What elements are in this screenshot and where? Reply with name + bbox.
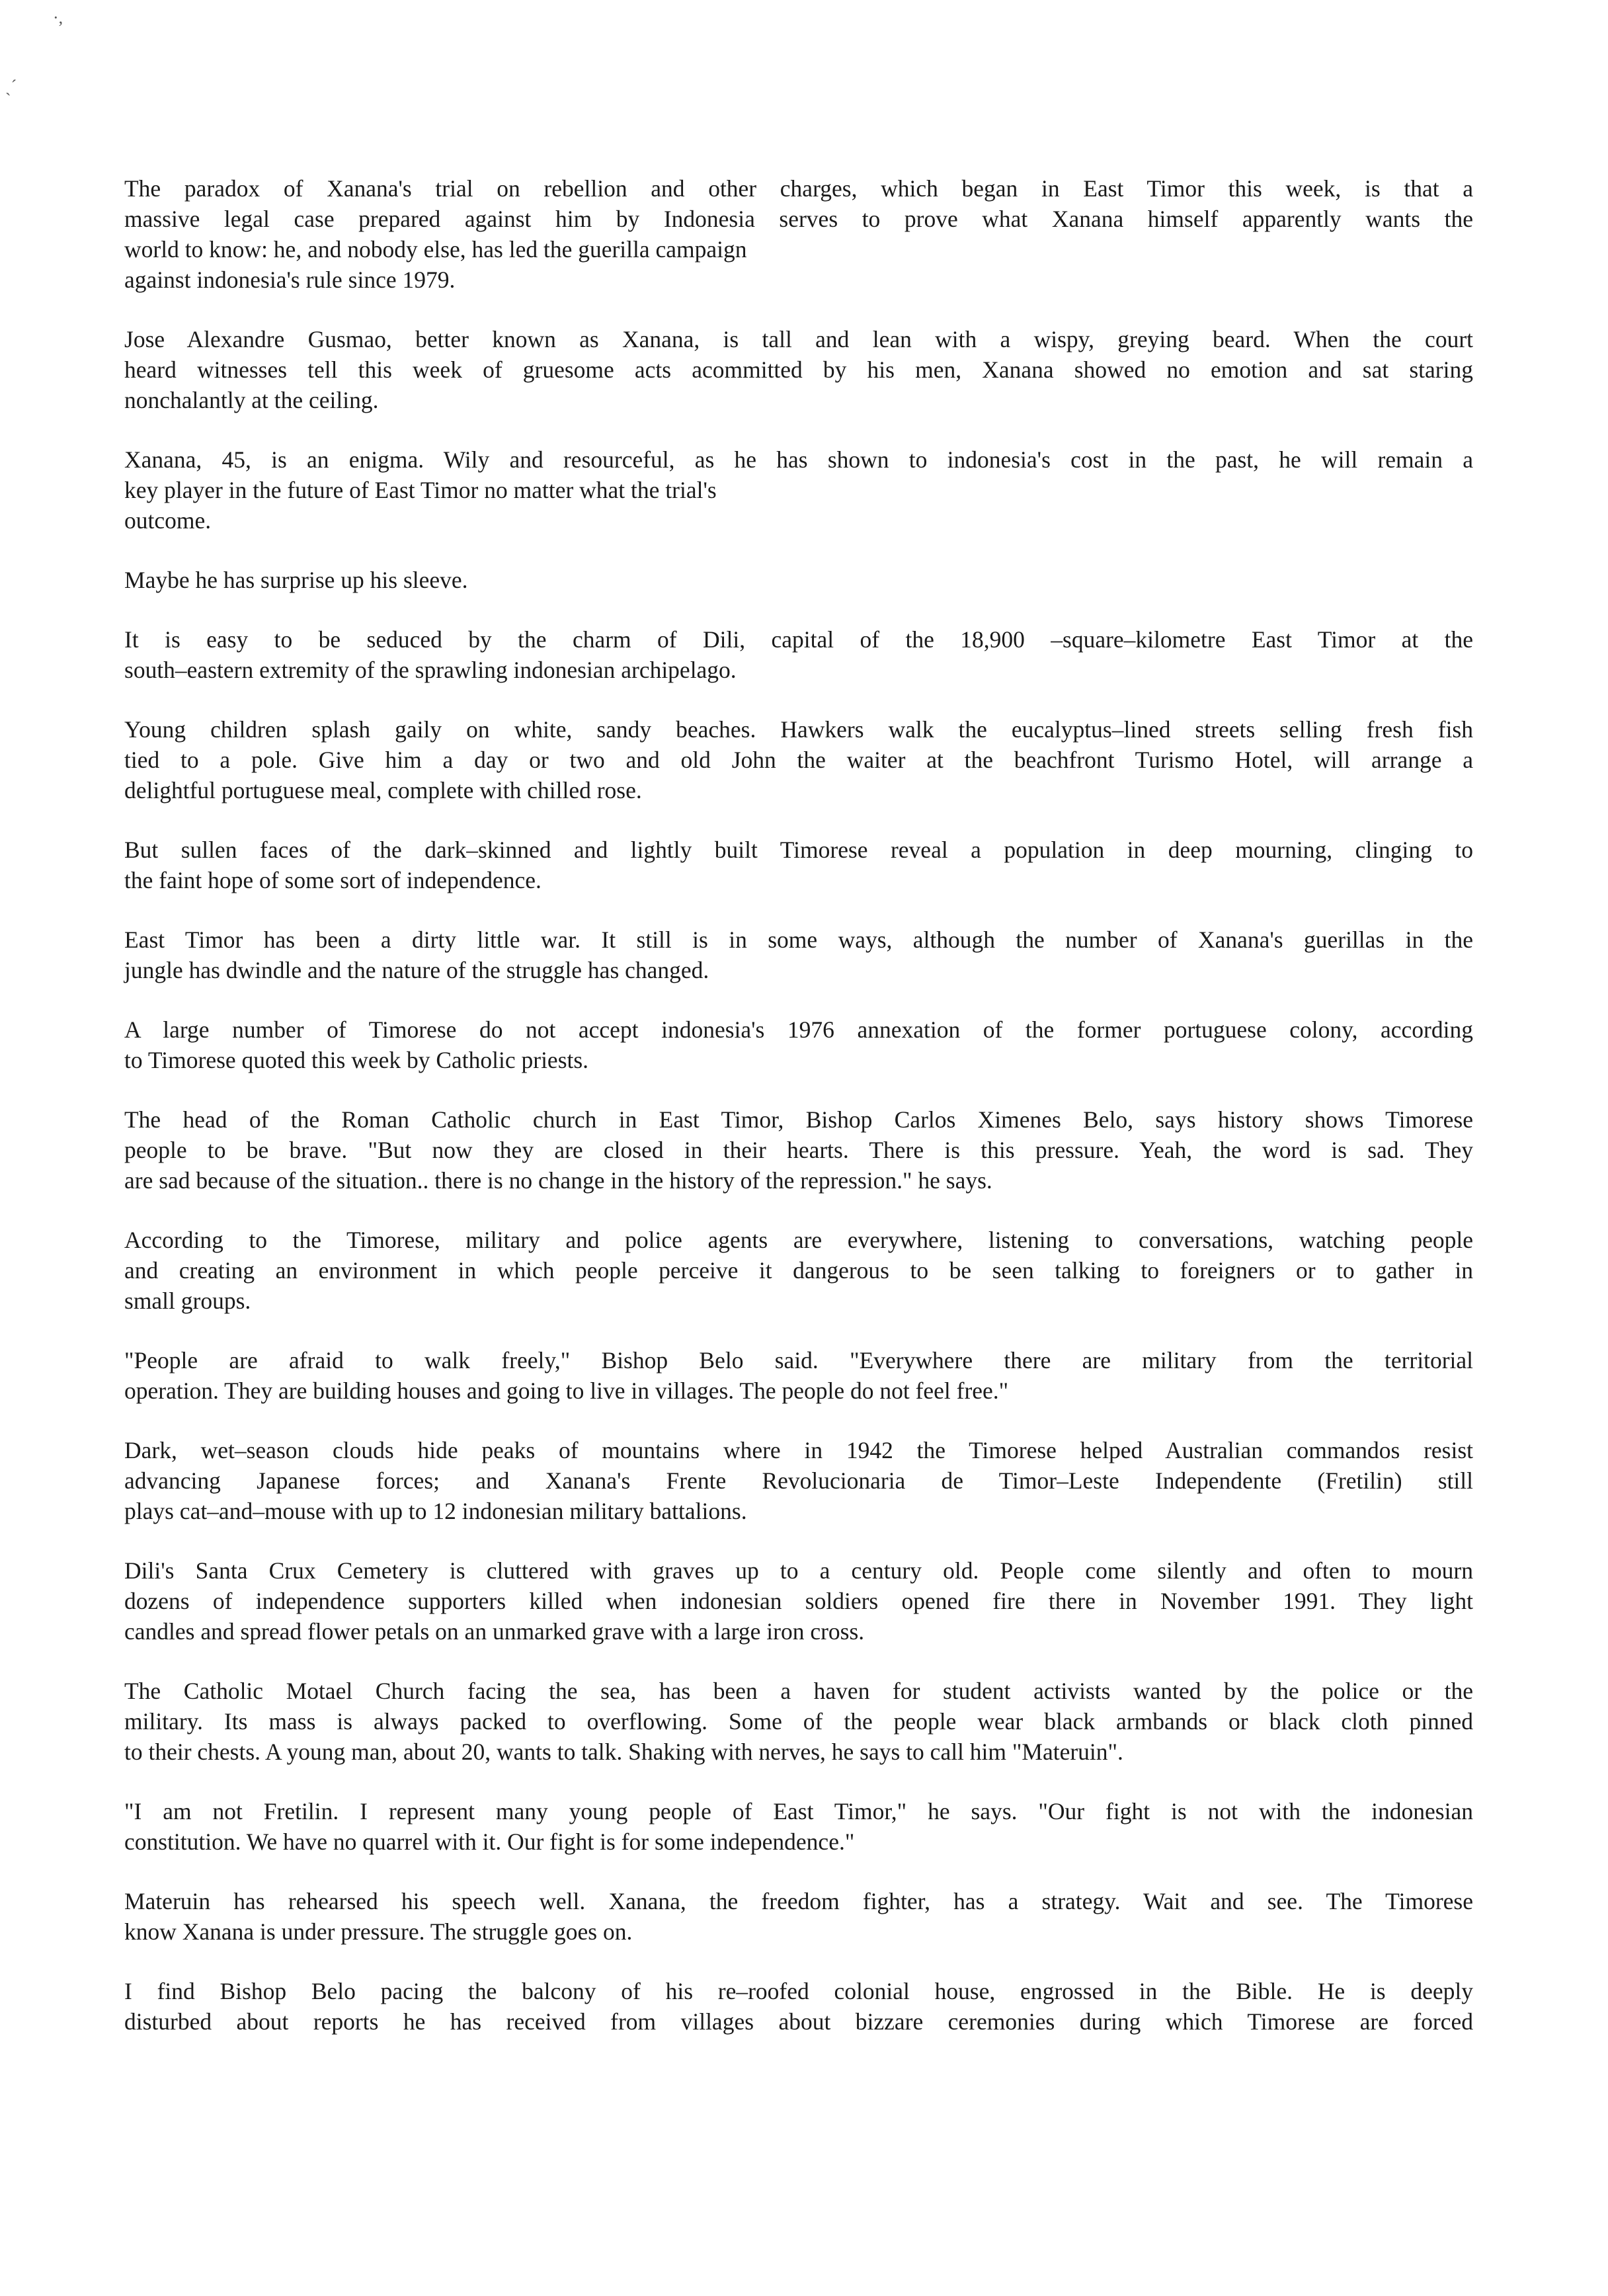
paragraph: [124, 1676, 1473, 1767]
paragraph: [124, 714, 1473, 805]
paragraph: [124, 1796, 1473, 1857]
text-line: people to be brave. "But now they are closed in their hearts. There is this pressure. Yeah, the word is sad. They: [124, 1137, 1473, 1163]
text-line: "People are afraid to walk freely," Bishop Belo said. "Everywhere there are military from the territorial: [124, 1347, 1473, 1374]
text-line: disturbed about reports he has received from villages about bizzare ceremonies during which Timorese are forced: [124, 2008, 1473, 2035]
paragraph: [124, 835, 1473, 895]
text-line: Xanana, 45, is an enigma. Wily and resourceful, as he has shown to indonesia's cost in the past, he will remain a: [124, 446, 1473, 473]
text-line: tied to a pole. Give him a day or two and old John the waiter at the beachfront Turismo Hotel, will arrange a: [124, 747, 1473, 773]
text-line: A large number of Timorese do not accept indonesia's 1976 annexation of the former portuguese colony, according: [124, 1016, 1473, 1043]
paragraph: [124, 1976, 1473, 2037]
text-line: key player in the future of East Timor no matter what the trial's: [124, 477, 717, 503]
text-line: to Timorese quoted this week by Catholic priests.: [124, 1047, 589, 1073]
text-line: heard witnesses tell this week of gruesome acts acommitted by his men, Xanana showed no emotion and sat staring: [124, 356, 1473, 383]
text-line: dozens of independence supporters killed when indonesian soldiers opened fire there in November 1991. They light: [124, 1588, 1473, 1614]
text-line: massive legal case prepared against him by Indonesia serves to prove what Xanana himself apparently wants the: [124, 206, 1473, 232]
text-line: Materuin has rehearsed his speech well. Xanana, the freedom fighter, has a strategy. Wait and see. The Timorese: [124, 1888, 1473, 1914]
text-line: advancing Japanese forces; and Xanana's Frente Revolucionaria de Timor–Leste Independente (Fretilin) still: [124, 1467, 1473, 1494]
text-line: to their chests. A young man, about 20, wants to talk. Shaking with nerves, he says to call him "Materuin".: [124, 1739, 1123, 1765]
text-line: Maybe he has surprise up his sleeve.: [124, 567, 468, 593]
text-line: Jose Alexandre Gusmao, better known as Xanana, is tall and lean with a wispy, greying beard. When the court: [124, 326, 1473, 352]
paragraph: [124, 444, 1473, 536]
text-line: "I am not Fretilin. I represent many young people of East Timor," he says. "Our fight is not with the indonesian: [124, 1798, 1473, 1824]
text-line: outcome.: [124, 507, 212, 534]
paragraph: [124, 565, 1473, 595]
text-line: small groups.: [124, 1288, 251, 1314]
text-line: operation. They are building houses and going to live in villages. The people do not feel free.": [124, 1377, 1009, 1404]
text-line: According to the Timorese, military and police agents are everywhere, listening to conversations, watching people: [124, 1227, 1473, 1253]
text-line: constitution. We have no quarrel with it. Our fight is for some independence.": [124, 1828, 855, 1855]
text-line: against indonesia's rule since 1979.: [124, 266, 456, 293]
text-line: Dili's Santa Crux Cemetery is cluttered with graves up to a century old. People come silently and often to mourn: [124, 1557, 1473, 1584]
paragraph: [124, 1345, 1473, 1406]
text-line: world to know: he, and nobody else, has led the guerilla campaign: [124, 236, 747, 263]
stray-mark: ·,: [53, 8, 63, 27]
text-line: The Catholic Motael Church facing the sea, has been a haven for student activists wanted by the police or the: [124, 1678, 1473, 1704]
text-line: It is easy to be seduced by the charm of Dili, capital of the 18,900 –square–kilometre East Timor at the: [124, 626, 1473, 653]
text-line: the faint hope of some sort of independence.: [124, 867, 542, 893]
paragraph: [124, 1886, 1473, 1947]
text-line: and creating an environment in which people perceive it dangerous to be seen talking to foreigners or to gather in: [124, 1257, 1473, 1284]
text-line: East Timor has been a dirty little war. It still is in some ways, although the number of Xanana's guerillas in the: [124, 926, 1473, 953]
paragraph: [124, 1225, 1473, 1316]
paragraph: [124, 324, 1473, 415]
paragraph: [124, 924, 1473, 985]
text-line: plays cat–and–mouse with up to 12 indonesian military battalions.: [124, 1498, 747, 1524]
text-line: jungle has dwindle and the nature of the struggle has changed.: [124, 957, 709, 983]
text-line: military. Its mass is always packed to overflowing. Some of the people wear black armbands or black cloth pinned: [124, 1708, 1473, 1735]
text-line: delightful portuguese meal, complete with chilled rose.: [124, 777, 642, 803]
article-body: [124, 173, 1473, 2066]
paragraph: [124, 1014, 1473, 1075]
paragraph: [124, 1104, 1473, 1196]
text-line: The head of the Roman Catholic church in East Timor, Bishop Carlos Ximenes Belo, says history shows Timorese: [124, 1106, 1473, 1133]
text-line: I find Bishop Belo pacing the balcony of his re–roofed colonial house, engrossed in the Bible. He is deeply: [124, 1978, 1473, 2004]
paragraph: [124, 173, 1473, 295]
text-line: Young children splash gaily on white, sandy beaches. Hawkers walk the eucalyptus–lined streets selling fresh fish: [124, 716, 1473, 743]
text-line: The paradox of Xanana's trial on rebellion and other charges, which began in East Timor this week, is that a: [124, 175, 1473, 202]
text-line: south–eastern extremity of the sprawling indonesian archipelago.: [124, 657, 737, 683]
text-line: nonchalantly at the ceiling.: [124, 387, 379, 413]
text-line: Dark, wet–season clouds hide peaks of mountains where in 1942 the Timorese helped Australian commandos resist: [124, 1437, 1473, 1463]
text-line: But sullen faces of the dark–skinned and lightly built Timorese reveal a population in deep mourning, clinging to: [124, 837, 1473, 863]
text-line: know Xanana is under pressure. The struggle goes on.: [124, 1918, 633, 1945]
text-line: candles and spread flower petals on an unmarked grave with a large iron cross.: [124, 1618, 865, 1645]
paragraph: [124, 1555, 1473, 1647]
paragraph: [124, 624, 1473, 685]
text-line: are sad because of the situation.. there is no change in the history of the repression." he says.: [124, 1167, 992, 1194]
paragraph: [124, 1435, 1473, 1526]
stray-mark: ˏˊ: [5, 77, 17, 96]
